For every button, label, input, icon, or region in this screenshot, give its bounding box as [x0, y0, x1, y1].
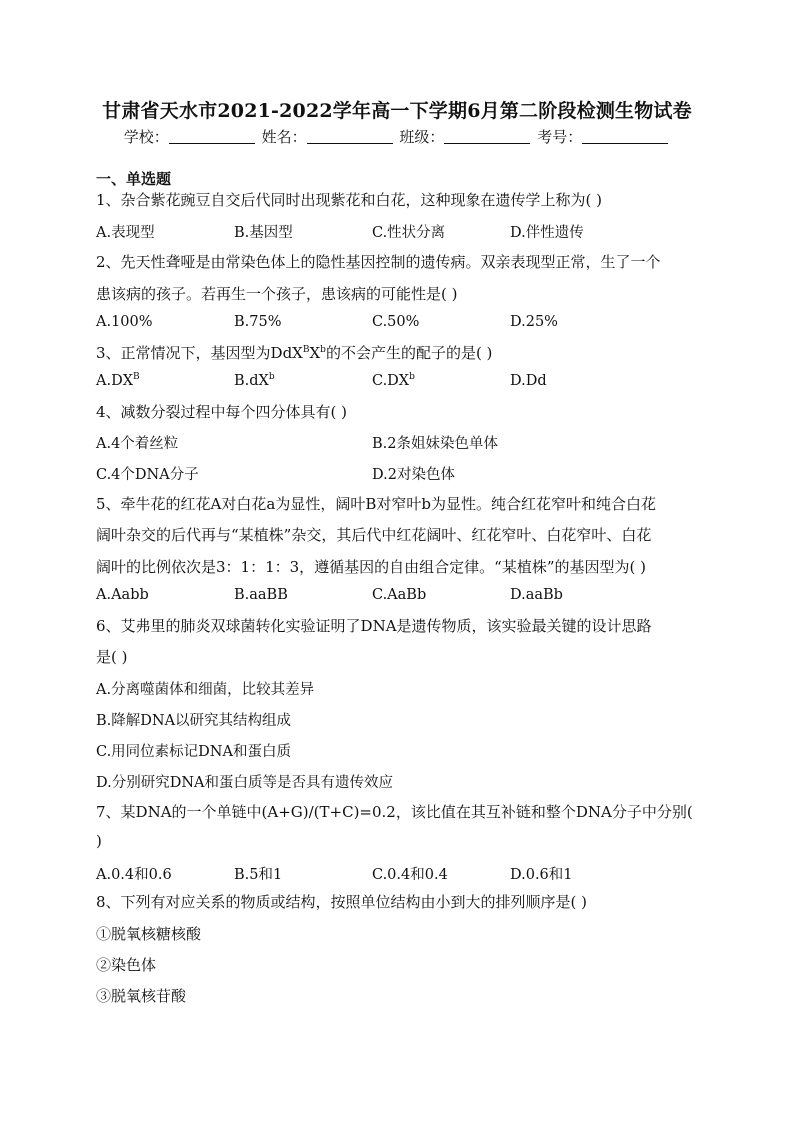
q3-option-d-base: D.Dd	[510, 373, 547, 389]
q5-option-b: B.aaBB	[234, 587, 288, 603]
q3-stem-part-a: 3、正常情况下，基因型为DdX	[96, 344, 303, 362]
q4-option-a: A.4个着丝粒	[96, 436, 179, 452]
q3-option-a	[96, 373, 140, 389]
q2-option-c: C.50%	[372, 314, 420, 330]
section-heading: 一、单选题	[96, 170, 172, 188]
name-blank	[307, 129, 393, 144]
q3-option-b-sup: b	[268, 372, 275, 382]
question-7-stem-line2: )	[96, 832, 102, 850]
q3-option-a-base: A.DX	[96, 373, 134, 389]
question-5-stem-line2: 阔叶杂交的后代再与“某植株”杂交，其后代中红花阔叶、红花窄叶、白花窄叶、白花	[96, 526, 652, 544]
q1-option-b: B.基因型	[234, 225, 293, 241]
q1-option-a: A.表现型	[96, 225, 155, 241]
question-5-stem-line1: 5、牵牛花的红花A对白花a为显性，阔叶B对窄叶b为显性。纯合红花窄叶和纯合白花	[96, 495, 656, 513]
q7-option-c: C.0.4和0.4	[372, 867, 448, 883]
q3-stem-part-c: 的不会产生的配子的是( )	[325, 344, 493, 362]
question-2-stem-line2: 患该病的孩子。若再生一个孩子，患该病的可能性是( )	[96, 285, 458, 303]
school-blank	[169, 129, 255, 144]
q3-option-b	[234, 373, 275, 389]
question-4-stem: 4、减数分裂过程中每个四分体具有( )	[96, 403, 348, 421]
q7-option-b: B.5和1	[234, 867, 283, 883]
q2-option-d: D.25%	[510, 314, 558, 330]
question-6-stem-line2: 是( )	[96, 648, 128, 666]
question-3-stem	[96, 342, 706, 363]
exam-no-blank	[582, 129, 668, 144]
question-1-stem: 1、杂合紫花豌豆自交后代同时出现紫花和白花，这种现象在遗传学上称为( )	[96, 191, 603, 209]
q3-option-a-sup: B	[133, 372, 140, 382]
q8-item-3: ③脱氧核苷酸	[96, 987, 187, 1005]
q2-option-a: A.100%	[96, 314, 153, 330]
q4-option-b: B.2条姐妹染色单体	[372, 436, 498, 452]
q3-sup-1: B	[302, 345, 310, 355]
q1-option-c: C.性状分离	[372, 225, 446, 241]
q6-option-c: C.用同位素标记DNA和蛋白质	[96, 744, 291, 760]
q1-option-d: D.伴性遗传	[510, 225, 584, 241]
q4-option-c: C.4个DNA分子	[96, 467, 199, 483]
student-info-row	[0, 126, 794, 147]
class-label: 班级：	[399, 128, 445, 146]
q6-option-a: A.分离噬菌体和细菌，比较其差异	[96, 682, 315, 698]
q6-option-d: D.分别研究DNA和蛋白质等是否具有遗传效应	[96, 775, 394, 791]
school-label: 学校：	[123, 128, 169, 146]
page-title: 甘肃省天水市2021-2022学年高一下学期6月第二阶段检测生物试卷	[102, 100, 692, 122]
q3-option-d	[510, 373, 547, 389]
q3-sup-2: b	[320, 345, 326, 355]
q7-option-a: A.0.4和0.6	[96, 867, 172, 883]
q3-stem-part-b: X	[309, 344, 321, 362]
question-8-stem: 8、下列有对应关系的物质或结构，按照单位结构由小到大的排列顺序是( )	[96, 893, 588, 911]
q5-option-d: D.aaBb	[510, 587, 563, 603]
q3-option-c-base: C.DX	[372, 373, 410, 389]
q5-option-c: C.AaBb	[372, 587, 427, 603]
question-2-stem-line1: 2、先天性聋哑是由常染色体上的隐性基因控制的遗传病。双亲表现型正常，生了一个	[96, 253, 661, 271]
q8-item-2: ②染色体	[96, 956, 157, 974]
q7-option-d: D.0.6和1	[510, 867, 573, 883]
q3-option-c-sup: b	[409, 372, 415, 382]
q5-option-a: A.Aabb	[96, 587, 149, 603]
q2-option-b: B.75%	[234, 314, 282, 330]
exam-no-label: 考号：	[537, 128, 583, 146]
question-6-stem-line1: 6、艾弗里的肺炎双球菌转化实验证明了DNA是遗传物质，该实验最关键的设计思路	[96, 617, 652, 635]
class-blank	[444, 129, 530, 144]
name-label: 姓名：	[261, 128, 307, 146]
question-5-stem-line3: 阔叶的比例依次是3：1：1：3，遵循基因的自由组合定律。“某植株”的基因型为( )	[96, 558, 646, 576]
q4-option-d: D.2对染色体	[372, 467, 455, 483]
q3-option-c	[372, 373, 415, 389]
q3-option-b-base: B.dX	[234, 373, 269, 389]
q6-option-b: B.降解DNA以研究其结构组成	[96, 713, 292, 729]
q8-item-1: ①脱氧核糖核酸	[96, 925, 202, 943]
question-7-stem-line1: 7、某DNA的一个单链中(A+G)/(T+C)=0.2，该比值在其互补链和整个DNA分子中分别(	[96, 803, 693, 821]
